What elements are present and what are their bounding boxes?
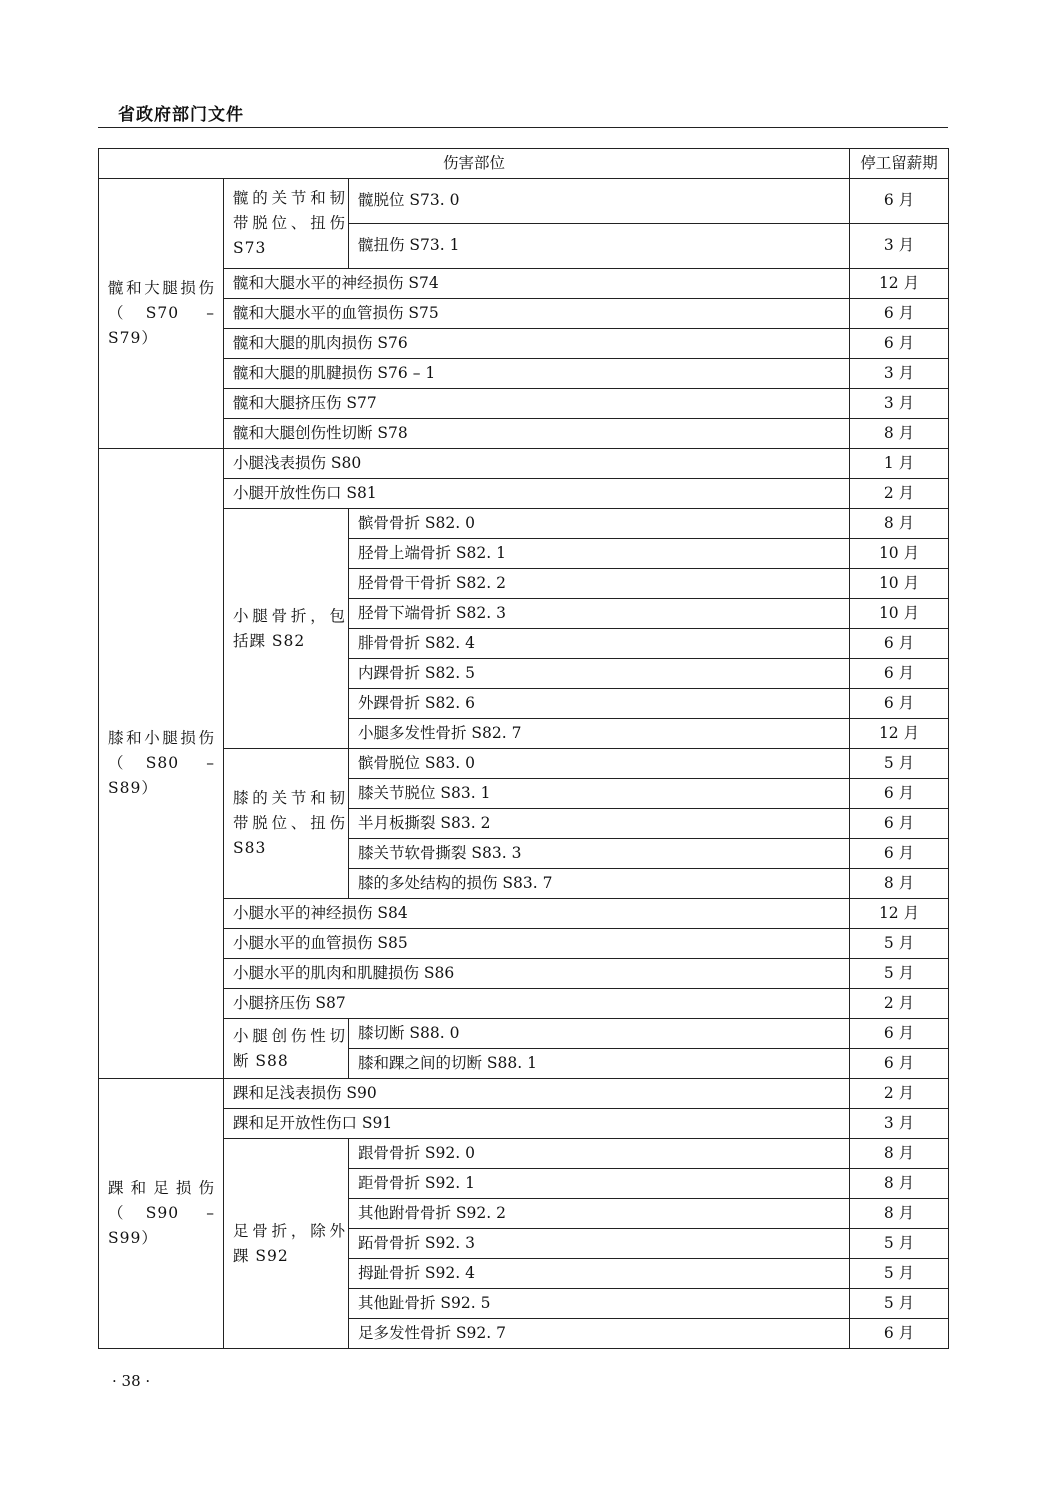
injury-item-cell: 胫骨上端骨折 S82. 1: [349, 539, 850, 569]
injury-item-cell: 髋和大腿挤压伤 S77: [224, 389, 850, 419]
injury-item-cell: 髋和大腿的肌腱损伤 S76 – 1: [224, 359, 850, 389]
injury-item-cell: 胫骨骨干骨折 S82. 2: [349, 569, 850, 599]
table-row: [99, 749, 949, 779]
injury-item-cell: 小腿挤压伤 S87: [224, 989, 850, 1019]
table-row: [99, 479, 949, 509]
injury-item-cell: 跖骨骨折 S92. 3: [349, 1229, 850, 1259]
period-cell: 5 月: [850, 749, 949, 779]
column-header-period: 停工留薪期: [850, 149, 949, 179]
injury-item-cell: 小腿水平的血管损伤 S85: [224, 929, 850, 959]
period-cell: 3 月: [850, 359, 949, 389]
region-cell: 髋和大腿损伤（S70 – S79）: [99, 179, 224, 449]
period-cell: 8 月: [850, 1169, 949, 1199]
injury-item-cell: 膝切断 S88. 0: [349, 1019, 850, 1049]
table-body: [99, 179, 949, 1349]
period-cell: 2 月: [850, 1079, 949, 1109]
period-cell: 6 月: [850, 659, 949, 689]
table-row: [99, 179, 949, 224]
group-cell: 足骨折，除外踝 S92: [224, 1139, 349, 1349]
injury-item-cell: 小腿浅表损伤 S80: [224, 449, 850, 479]
header-divider: [98, 127, 948, 128]
period-cell: 6 月: [850, 779, 949, 809]
document-header-title: 省政府部门文件: [118, 105, 244, 125]
period-cell: 10 月: [850, 599, 949, 629]
injury-item-cell: 髋脱位 S73. 0: [349, 179, 850, 224]
injury-item-cell: 髌骨脱位 S83. 0: [349, 749, 850, 779]
table-row: [99, 959, 949, 989]
period-cell: 10 月: [850, 569, 949, 599]
injury-item-cell: 拇趾骨折 S92. 4: [349, 1259, 850, 1289]
period-cell: 6 月: [850, 1019, 949, 1049]
period-cell: 6 月: [850, 689, 949, 719]
period-cell: 5 月: [850, 1229, 949, 1259]
period-cell: 6 月: [850, 839, 949, 869]
injury-item-cell: 内踝骨折 S82. 5: [349, 659, 850, 689]
period-cell: 8 月: [850, 1139, 949, 1169]
injury-item-cell: 小腿水平的肌肉和肌腱损伤 S86: [224, 959, 850, 989]
injury-item-cell: 小腿多发性骨折 S82. 7: [349, 719, 850, 749]
period-cell: 12 月: [850, 269, 949, 299]
period-cell: 6 月: [850, 1319, 949, 1349]
period-cell: 5 月: [850, 1259, 949, 1289]
injury-item-cell: 髋扭伤 S73. 1: [349, 224, 850, 269]
injury-period-table: [98, 148, 949, 1349]
period-cell: 6 月: [850, 179, 949, 224]
group-cell: 小腿创伤性切断 S88: [224, 1019, 349, 1079]
period-cell: 5 月: [850, 1289, 949, 1319]
region-cell: 踝和足损伤（S90 – S99）: [99, 1079, 224, 1349]
table-row: [99, 419, 949, 449]
period-cell: 2 月: [850, 479, 949, 509]
period-cell: 6 月: [850, 329, 949, 359]
period-cell: 12 月: [850, 899, 949, 929]
table-row: [99, 359, 949, 389]
injury-item-cell: 髋和大腿的肌肉损伤 S76: [224, 329, 850, 359]
period-cell: 6 月: [850, 299, 949, 329]
table-row: [99, 1109, 949, 1139]
period-cell: 3 月: [850, 1109, 949, 1139]
group-cell: 小腿骨折，包括踝 S82: [224, 509, 349, 749]
injury-item-cell: 其他趾骨折 S92. 5: [349, 1289, 850, 1319]
injury-item-cell: 小腿开放性伤口 S81: [224, 479, 850, 509]
period-cell: 8 月: [850, 509, 949, 539]
injury-item-cell: 髋和大腿水平的神经损伤 S74: [224, 269, 850, 299]
injury-item-cell: 膝关节软骨撕裂 S83. 3: [349, 839, 850, 869]
injury-item-cell: 踝和足浅表损伤 S90: [224, 1079, 850, 1109]
injury-item-cell: 半月板撕裂 S83. 2: [349, 809, 850, 839]
injury-item-cell: 膝关节脱位 S83. 1: [349, 779, 850, 809]
injury-item-cell: 腓骨骨折 S82. 4: [349, 629, 850, 659]
table-row: [99, 449, 949, 479]
period-cell: 10 月: [850, 539, 949, 569]
table-row: [99, 1139, 949, 1169]
injury-item-cell: 跟骨骨折 S92. 0: [349, 1139, 850, 1169]
injury-item-cell: 髋和大腿创伤性切断 S78: [224, 419, 850, 449]
period-cell: 6 月: [850, 629, 949, 659]
injury-item-cell: 髋和大腿水平的血管损伤 S75: [224, 299, 850, 329]
injury-item-cell: 其他跗骨骨折 S92. 2: [349, 1199, 850, 1229]
table-row: [99, 899, 949, 929]
period-cell: 6 月: [850, 809, 949, 839]
injury-item-cell: 外踝骨折 S82. 6: [349, 689, 850, 719]
period-cell: 6 月: [850, 1049, 949, 1079]
table-row: [99, 929, 949, 959]
period-cell: 12 月: [850, 719, 949, 749]
period-cell: 2 月: [850, 989, 949, 1019]
table-row: [99, 329, 949, 359]
group-cell: 膝的关节和韧带脱位、扭伤 S83: [224, 749, 349, 899]
injury-item-cell: 小腿水平的神经损伤 S84: [224, 899, 850, 929]
table-header-row: [99, 149, 949, 179]
period-cell: 5 月: [850, 929, 949, 959]
injury-item-cell: 踝和足开放性伤口 S91: [224, 1109, 850, 1139]
injury-item-cell: 胫骨下端骨折 S82. 3: [349, 599, 850, 629]
period-cell: 3 月: [850, 389, 949, 419]
injury-item-cell: 膝的多处结构的损伤 S83. 7: [349, 869, 850, 899]
region-cell: 膝和小腿损伤（S80 – S89）: [99, 449, 224, 1079]
period-cell: 5 月: [850, 959, 949, 989]
period-cell: 1 月: [850, 449, 949, 479]
column-header-site: 伤害部位: [99, 149, 850, 179]
injury-item-cell: 足多发性骨折 S92. 7: [349, 1319, 850, 1349]
table-row: [99, 299, 949, 329]
period-cell: 8 月: [850, 869, 949, 899]
period-cell: 8 月: [850, 1199, 949, 1229]
injury-item-cell: 髌骨骨折 S82. 0: [349, 509, 850, 539]
table-row: [99, 509, 949, 539]
table-row: [99, 269, 949, 299]
table-row: [99, 989, 949, 1019]
period-cell: 8 月: [850, 419, 949, 449]
table-row: [99, 389, 949, 419]
period-cell: 3 月: [850, 224, 949, 269]
table-row: [99, 1019, 949, 1049]
group-cell: 髋的关节和韧带脱位、扭伤 S73: [224, 179, 349, 269]
page-number: · 38 ·: [112, 1372, 151, 1390]
injury-item-cell: 膝和踝之间的切断 S88. 1: [349, 1049, 850, 1079]
injury-item-cell: 距骨骨折 S92. 1: [349, 1169, 850, 1199]
table-row: [99, 1079, 949, 1109]
